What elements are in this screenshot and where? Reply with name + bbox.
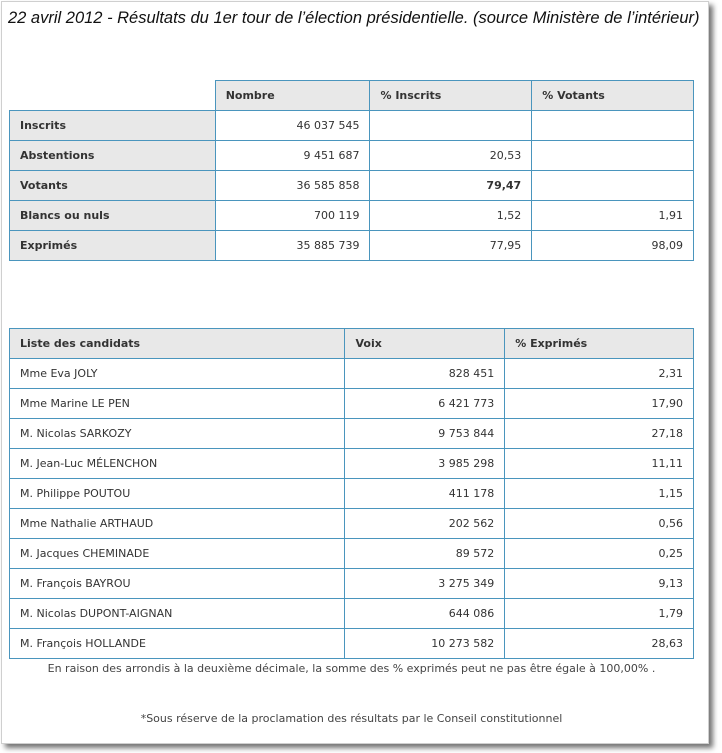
summary-header-pct-votants: % Votants: [532, 81, 694, 111]
summary-pct-inscrits: 20,53: [370, 141, 532, 171]
summary-header-pct-inscrits: % Inscrits: [370, 81, 532, 111]
candidate-row: [10, 539, 694, 569]
candidate-name: M. François BAYROU: [10, 569, 345, 599]
summary-pct-votants: [532, 111, 694, 141]
summary-row-label: Abstentions: [10, 141, 216, 171]
candidate-voix: 644 086: [345, 599, 505, 629]
candidate-name: Mme Eva JOLY: [10, 359, 345, 389]
reserve-note: *Sous réserve de la proclamation des résultats par le Conseil constitutionnel: [140, 712, 563, 725]
candidate-row: [10, 449, 694, 479]
summary-pct-votants: 1,91: [532, 201, 694, 231]
candidate-name: M. François HOLLANDE: [10, 629, 345, 659]
candidate-name: M. Philippe POUTOU: [10, 479, 345, 509]
summary-row-abstentions: [10, 141, 694, 171]
candidate-name: Mme Marine LE PEN: [10, 389, 345, 419]
candidate-pct: 0,25: [505, 539, 694, 569]
candidate-voix: 828 451: [345, 359, 505, 389]
candidate-voix: 202 562: [345, 509, 505, 539]
summary-row-label: Exprimés: [10, 231, 216, 261]
candidates-header-voix: Voix: [345, 329, 505, 359]
summary-row-blancs-nuls: [10, 201, 694, 231]
summary-pct-inscrits: 1,52: [370, 201, 532, 231]
candidate-voix: 9 753 844: [345, 419, 505, 449]
candidate-voix: 10 273 582: [345, 629, 505, 659]
candidate-row: [10, 599, 694, 629]
summary-pct-inscrits: 79,47: [370, 171, 532, 201]
summary-header-nombre: Nombre: [215, 81, 370, 111]
candidate-pct: 11,11: [505, 449, 694, 479]
summary-pct-inscrits: [370, 111, 532, 141]
candidates-header-row: [10, 329, 694, 359]
candidate-voix: 3 275 349: [345, 569, 505, 599]
summary-nombre: 36 585 858: [215, 171, 370, 201]
summary-row-exprimes: [10, 231, 694, 261]
candidate-row: [10, 419, 694, 449]
summary-pct-votants: [532, 141, 694, 171]
candidate-voix: 89 572: [345, 539, 505, 569]
summary-row-votants: [10, 171, 694, 201]
candidate-name: M. Jean-Luc MÉLENCHON: [10, 449, 345, 479]
summary-corner-cell: [10, 81, 216, 111]
summary-row-label: Inscrits: [10, 111, 216, 141]
summary-nombre: 35 885 739: [215, 231, 370, 261]
candidate-row: [10, 479, 694, 509]
summary-header-row: [10, 81, 694, 111]
candidates-header-pct: % Exprimés: [505, 329, 694, 359]
rounding-note: En raison des arrondis à la deuxième décimale, la somme des % exprimés peut ne pas être égale à 100,00% .: [47, 662, 656, 675]
candidate-name: M. Jacques CHEMINADE: [10, 539, 345, 569]
summary-pct-votants: 98,09: [532, 231, 694, 261]
candidate-pct: 1,79: [505, 599, 694, 629]
candidate-row: [10, 629, 694, 659]
candidate-pct: 28,63: [505, 629, 694, 659]
candidates-header-name: Liste des candidats: [10, 329, 345, 359]
summary-pct-inscrits: 77,95: [370, 231, 532, 261]
summary-nombre: 46 037 545: [215, 111, 370, 141]
summary-pct-votants: [532, 171, 694, 201]
candidate-voix: 411 178: [345, 479, 505, 509]
candidate-pct: 9,13: [505, 569, 694, 599]
page-title: 22 avril 2012 - Résultats du 1er tour de l’élection présidentielle. (source Ministère de l’intérieur): [8, 9, 700, 27]
candidate-row: [10, 569, 694, 599]
candidates-table: [9, 328, 694, 659]
candidate-voix: 6 421 773: [345, 389, 505, 419]
candidate-pct: 27,18: [505, 419, 694, 449]
candidate-name: M. Nicolas DUPONT-AIGNAN: [10, 599, 345, 629]
summary-row-label: Votants: [10, 171, 216, 201]
candidate-pct: 0,56: [505, 509, 694, 539]
summary-row-label: Blancs ou nuls: [10, 201, 216, 231]
summary-row-inscrits: [10, 111, 694, 141]
candidate-pct: 1,15: [505, 479, 694, 509]
candidate-row: [10, 389, 694, 419]
candidate-row: [10, 359, 694, 389]
candidate-voix: 3 985 298: [345, 449, 505, 479]
candidate-pct: 2,31: [505, 359, 694, 389]
candidate-pct: 17,90: [505, 389, 694, 419]
summary-nombre: 700 119: [215, 201, 370, 231]
candidate-name: M. Nicolas SARKOZY: [10, 419, 345, 449]
candidate-row: [10, 509, 694, 539]
summary-nombre: 9 451 687: [215, 141, 370, 171]
candidate-name: Mme Nathalie ARTHAUD: [10, 509, 345, 539]
summary-table: [9, 80, 694, 261]
